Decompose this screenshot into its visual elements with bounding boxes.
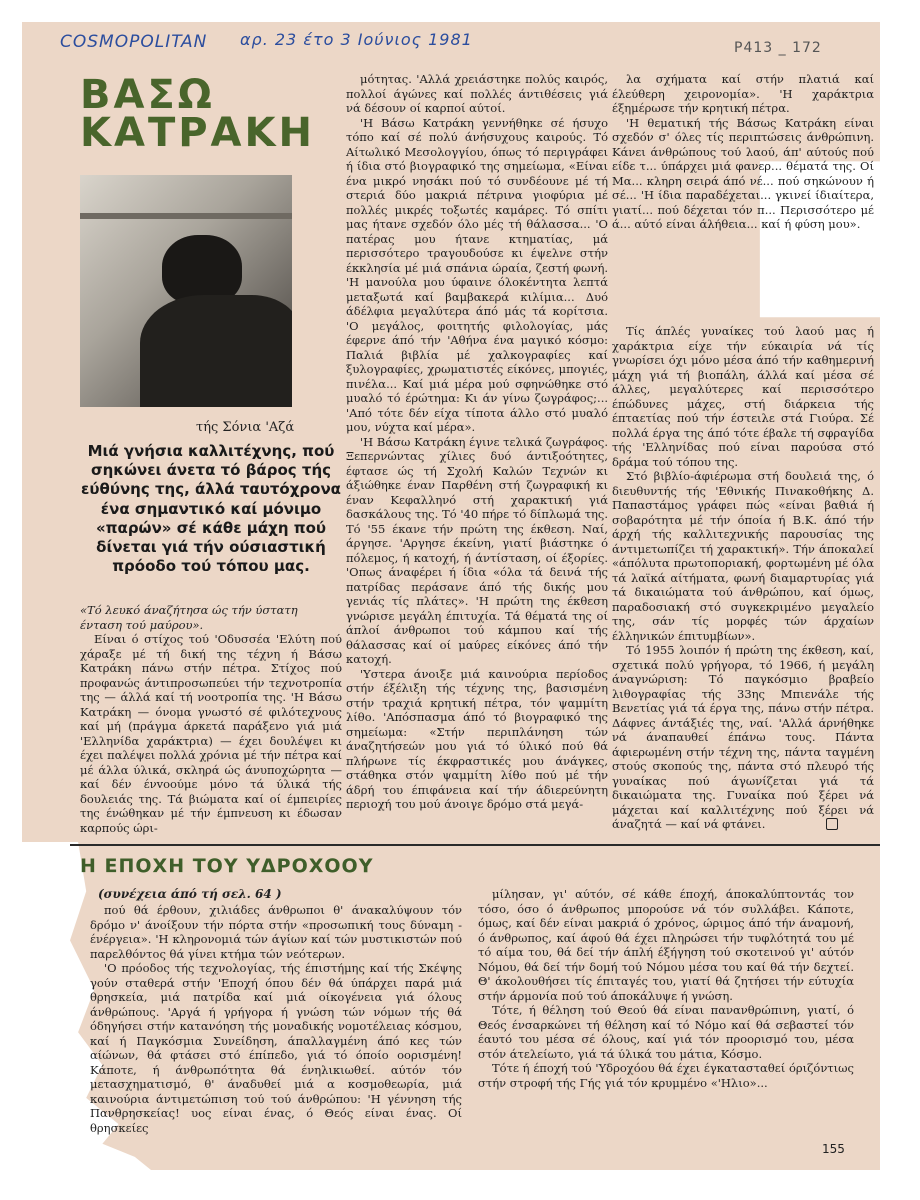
paragraph: Στό βιβλίο-άφιέρωμα στή δουλειά της, ό διευθυντής τής 'Εθνικής Πινακοθήκης Δ. Παπαστάμος γράφει πώς «είναι βαθιά ή σοβαρότητα μέ τήν όποία ή Β.Κ. άπό τήν άρχή τής καλλιτεχνικής παρουσίας της άντιμετωπίζει τή χαρακτική». Τήν άποκαλεί «άπόλυτα πρωτοποριακή, φορτωμένη μέ όλα τά λαϊκά αίτήματα, φωνή διαμαρτυρίας γιά τά δικαιώματα τού άνθρώπου, καί όμως, παραδοσιακή στό συγκεκριμένο μεγαλείο της, σάν τίς μορφές τών άρχαίων έλληνικών έπιτυμβίων». <box>612 469 874 643</box>
lede: Μιά γνήσια καλλιτέχνης, πού σηκώνει άνετα τό βάρος τής εύθύνης της, άλλά ταυτόχρονα ένα σημαντικό καί μόνιμο «παρών» σέ κάθε μάχη πού δίνεται γιά τήν ούσιαστική πρόοδο τού τόπου μας. <box>81 442 341 576</box>
paragraph: 'Η Βάσω Κατράκη έγινε τελικά ζωγράφος. Ξεπερνώντας χίλιες δυό άντιξοότητες, έφτασε ώς τή Σχολή Καλών Τεχνών κι άξιώθηκε έναν Παρθένη στή ζωγραφική κι έναν Κεφαλληνό στή χαρακτική γιά δασκάλους της. Τό '40 πήρε τό δίπλωμά της. Τό '55 έκανε τήν πρώτη της έκθεση. Ναί, άργησε. 'Αργησε έκείνη, γιατί βιάστηκε ό πόλεμος, ή κατοχή, ή άντίσταση, οί έξορίες. 'Οπως άναφέρει ή ίδια «όλα τά δεινά τής πατρίδας περάσανε άπό τής δικής μου γενιάς τίς πλάτες». 'Η πρώτη της έκθεση γνώρισε μεγάλη έπιτυχία. Τά θέματά της οί άπλοί άνθρωποι τού κάμπου καί τής θάλασσας καί οί μαύρες είκόνες άπό τήν κατοχή. <box>346 434 608 666</box>
paragraph: Είναι ό στίχος τού 'Οδυσσέα 'Ελύτη πού χάραξε μέ τή δική της τέχνη ή Βάσω Κατράκη πάνω στήν πέτρα. Στίχος πού προφανώς άντιπροσωπεύει τήν τεχνοτροπία της — άλλά καί τή νοοτροπία της. 'Η Βάσω Κατράκη — όνομα γνωστό σέ φιλότεχνους καί μή (πράγμα άρκετά παράξενο γιά μιά 'Ελληνίδα χαράκτρια) — έχει δουλέψει κι έχει παλέψει πολλά χρόνια μέ τήν πέτρα καί μέ άλλα ύλικά, σκληρά ώς άνυποχώρητα — καί δέν ένvοούμε μόνο τά ύλικά τής δουλειάς της. Τά βιώματα καί οί έμπειρίες της ένώθηκαν μέ τήν έμπνευση κι έδωσαν καρπούς ώρι- <box>80 632 342 835</box>
paragraph: Τό 1955 λοιπόν ή πρώτη της έκθεση, καί, σχετικά πολύ γρήγορα, τό 1966, ή μεγάλη άναγνώριση: Τό παγκόσμιο βραβείο λιθογραφίας τής 33ης Μπιενάλε τής Βενετίας γιά τά έργα της, πάνω στήν πέτρα. Δάφνες άντάξιές της, ναί. 'Αλλά άρνήθηκε νά άναπαυθεί έπάνω τους. Πάντα άφιερωμένη στήν τέχνη της, πάντα ταγμένη στούς σκοπούς της, πάντα στό πλευρό τής γυναίκας πού άγωνίζεται γιά τά δικαιώματα της. Γυναίκα πού ξέρει νά μάχεται καί καλλιτέχνης πού ξέρει νά άναζητά — καί νά φτάνει. <box>612 643 874 831</box>
page-number: 155 <box>822 1142 845 1156</box>
portrait-photo <box>80 175 292 407</box>
paragraph: Τίς άπλές γυναίκες τού λαού μας ή χαράκτρια είχε τήν εύκαιρία νά τίς γνωρίσει όχι μόνο μέσα άπό τήν καθημερινή μάχη γιά τή βιοπάλη, άλλά καί μέσα σέ άλλες, μεγαλύτερες καί περισσότερο έπώδυνες μάχες, στή διάρκεια τής έπταετίας πού τήν έστειλε στά Γιούρα. Σέ πολλά έργα της άπό τότε έβαλε τή σφραγίδα τής 'Ελληνίδας πού είναι παρούσα στό δράμα τού τόπου της. <box>612 324 874 469</box>
article-column-3 <box>612 324 874 832</box>
handwritten-magazine-name: COSMOPOLITAN <box>60 32 208 52</box>
epigraph-quote: «Τό λευκό άναζήτησα ώς τήν ύστατη ένταση τού μαύρου». <box>80 603 298 632</box>
continued-from-note: (συνέχεια άπό τή σελ. 64 ) <box>98 887 282 901</box>
handwritten-reference: Ρ413 _ 172 <box>734 40 822 56</box>
paragraph: 'Ο πρόοδος τής τεχνολογίας, τής έπιστήμης καί τής Σκέψης γούν σταθερά στήν 'Εποχή όπου δέν θά ύπάρχει παρά μιά θρησκεία, μιά πατρίδα καί μιά οίκογένεια γιά όλους άνθρώπους. 'Αργά ή γρήγορα ή γνώση τών νόμων τής θά όδηγήσει στήν κατανόηση τής μοναδικής νομοτέλειας κόσμου, καί ή Παγκόσμια Συνείδηση, άπαλλαγμένη άπό κες τών αίώνων, θά φτάσει στό έπίπεδο, γιά τό όποίο οορισμένη! Κάποτε, ή άνθρωπότητα θά ένηλικιωθεί. αύτόν τόν μετασχηματισμό, θ' άναδυθεί μιά α κοσμοθεωρία, μιά καινούρια άντιμετώπιση τού τού άνθρώπου: 'Η γέννηση τής Πανθρησκείας! υος είναι ένας, ό Θεός είναι ένας. Οί θρησκείες <box>90 961 462 1135</box>
paragraph: μότητας. 'Αλλά χρειάστηκε πολύς καιρός, πολλοί άγώνες καί πολλές άντιθέσεις γιά νά δέσουν οί καρποί αύτοί. <box>346 72 608 115</box>
paragraph: πού θά έρθουν, χιλιάδες άνθρωποι θ' άνακαλύψουν τόν δρόμο ν' άνοίξουν τήν πόρτα στήν «προσωπική τους δύναμη - ένέργεια». 'Η κληρονομιά τών άγίων καί τών μυστικιστών πού παρελθόντος θά γίνει κτήμα τών νεότερων. <box>90 903 462 961</box>
section2-column-2 <box>478 887 854 1090</box>
section-heading: Η ΕΠΟΧΗ ΤΟΥ ΥΔΡΟΧΟΟΥ <box>80 855 374 877</box>
byline: τής Σόνια 'Αζά <box>196 420 295 435</box>
paragraph: 'Υστερα άνοιξε μιά καινούρια περίοδος στήν έξέλιξη τής τέχνης της, βασισμένη στήν τραχιά κρητική πέτρα, τόν ψαμμίτη λίθο. 'Απόσπασμα άπό τό βιογραφικό της σημείωμα: «Στήν περιπλάνηση τών άναζητήσεών μου γιά τό ύλικό πού θά πλήρωνε τίς έκφραστικές μου άνάγκες, στάθηκα στόν ψαμμίτη λίθο πού μέ τήν άδρή του έπιφάνεια καί τήν άδιερεύνητη περιοχή του μού άνοιγε δρόμο στά μεγά- <box>346 666 608 811</box>
paragraph: μίλησαν, γι' αύτόν, σέ κάθε έποχή, άποκαλύπτοντάς τον τόσο, όσο ό άνθρωπος μπορούσε νά τόν συλλάβει. Κάποτε, όμως, καί δέν είναι μακριά ό χρόνος, ώριμος άπό τήν άναμονή, ό άνθρωπος, καί άφού θά έχει πληρώσει τήν τυφλότητά του μέ τό αίμα του, θά δεί τήν άπλή έξήγηση τού σκοτεινού γι' αύτόν Νόμου, θά δεί τήν δομή τού Νόμου μέσα του καί θά τήν δεχτεί. Θ' άκολουθήσει τίς έπιταγές του, γιατί θά ζητήσει τήν εύτυχία στήν άρμονία πού τού άποκάλυψε ή γνώση. <box>478 887 854 1003</box>
article-title-line1: ΒΑΣΩ <box>80 72 215 118</box>
end-of-article-icon <box>826 818 838 830</box>
article-title-line2: ΚΑΤΡΑΚΗ <box>80 110 315 156</box>
paragraph: 'Η θεματική τής Βάσως Κατράκη είναι σχεδόν σ' όλες τίς περιπτώσεις άνθρώπινη. Κάνει άνθρώπους τού λαού, άπ' αύτούς πού είδε τ... ύπάρχει μιά φανερ... θέματά της. Οί Μα... κληρη σειρά άπό νέ... πού σηκώνουν ή σέ... 'Η ίδια παραδέχεται... γκινεί ίδιαίτερα, γιατί... πού δέχεται τόν π... Περισσότερο μέ ά... αύτό είναι άλήθεια... καί ή φύση μου». <box>612 115 874 231</box>
paragraph: 'Η Βάσω Κατράκη γεννήθηκε σέ ήσυχο τόπο καί σέ πολύ άνήσυχους καιρούς. Τό Αίτωλικό Μεσολογγίου, όπως τό περιγράφει ή ίδια στό βιογραφικό της σημείωμα, «Είναι ένα μικρό νησάκι πού τό συνδέουνε μέ τή στεριά δύο μακριά πέτρινα γιοφύρια μέ πολλές μικρές τοξωτές καμάρες. Τό σπίτι μας ήτανε σχεδόν όλο μές τή θάλασσα... 'Ο πατέρας μου ήτανε κτηματίας, μά περισσότερο τραγουδούσε κι έψελνε στήν έκκλησία μέ μιά σπάνια ώραία, ζεστή φωνή. 'Η μανούλα μου ύφαινε όλοκέντητα λεπτά μεταξωτά καί βαμβακερά κιλίμια... Δυό άδέλφια μεγαλύτερα άπό μάς τά κορίτσια. 'Ο μεγάλος, φοιτητής φιλολογίας, μάς έφερνε άπό τήν 'Αθήνα ένα μαγικό κόσμο: Παλιά βιβλία μέ χαλκογραφίες καί ξυλογραφίες, χρωματιστές είκόνες, μπογιές, πινέλα... Καί μιά μέρα μού σφηνώθηκε στό μυαλό τό έρώτημα: Κι άν γίνω ζωγράφος;... 'Από τότε δέν είχα τίποτα άλλο στό μυαλό μου, νύχτα καί μέρα». <box>346 115 608 434</box>
handwritten-issue-note: αρ. 23 έτο 3 Ιούνιος 1981 <box>240 30 473 49</box>
article-column-1 <box>80 632 342 835</box>
paragraph: Τότε ή έποχή τού 'Υδροχόου θά έχει έγκατασταθεί όριζόντιως στήν στροφή τής Γής γιά τόν κρυμμένο «'Ηλιο»... <box>478 1061 854 1090</box>
section-divider <box>70 844 880 846</box>
article-column-3-top <box>612 72 874 232</box>
paragraph: λα σχήματα καί στήν πλατιά καί έλεύθερη χειρονομία». 'Η χαράκτρια έξημέρωσε τήν κρητική πέτρα. <box>612 72 874 115</box>
article-column-2 <box>346 72 608 812</box>
section2-column-1 <box>90 903 462 1135</box>
paragraph: Τότε, ή θέληση τού Θεού θά είναι πανανθρώπινη, γιατί, ό Θεός ένσαρκώνει τή θέληση καί τό Νόμο καί θά σεβαστεί τόν έαυτό του μέσα σέ όλους, καί γιά τόν προορισμό του, μέσα στόν άτελείωτο, γιά τά ύλικά του μάτια, Κόσμο. <box>478 1003 854 1061</box>
